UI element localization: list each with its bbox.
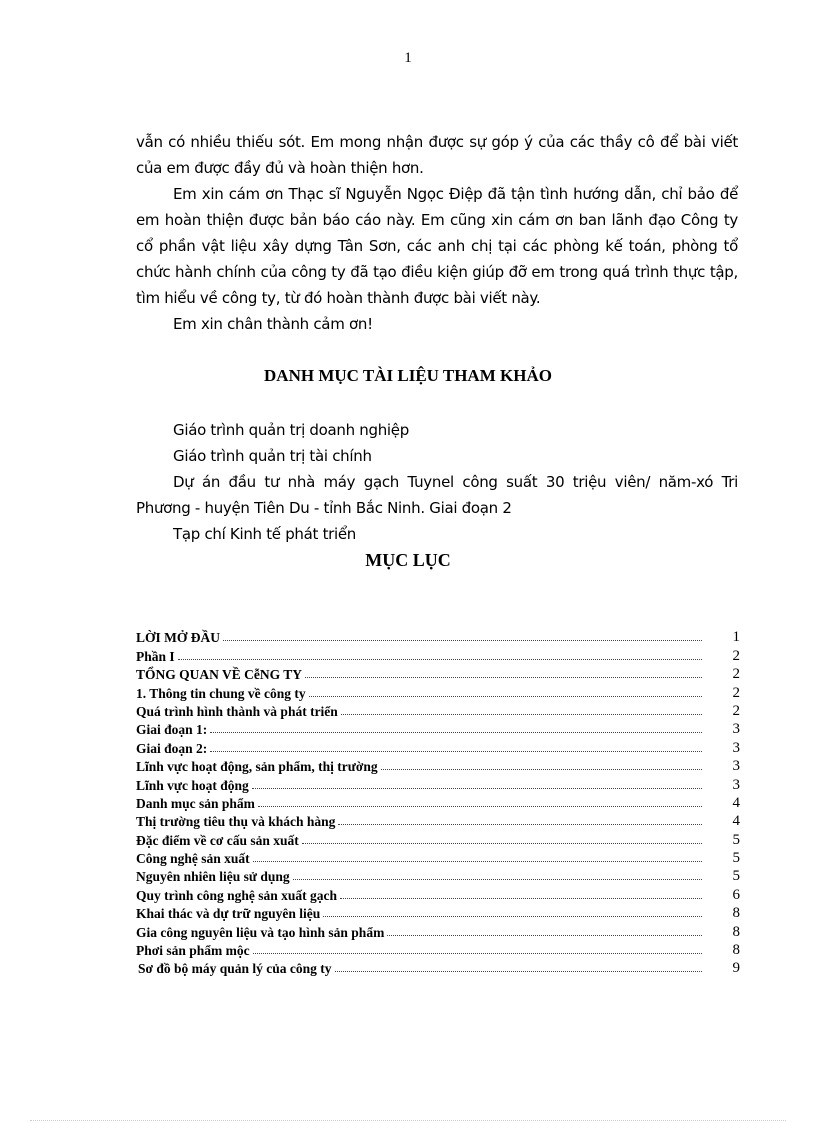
- toc-entry-title: Lĩnh vực hoạt động: [136, 777, 249, 793]
- toc-entry-page: 3: [732, 739, 740, 756]
- toc-entry-page: 5: [732, 868, 740, 885]
- toc-entry[interactable]: [136, 849, 740, 867]
- toc-entry[interactable]: [136, 922, 740, 940]
- toc-entry[interactable]: [136, 683, 740, 701]
- toc-entry[interactable]: [136, 646, 740, 664]
- toc-entry[interactable]: [136, 720, 740, 738]
- toc-entry-title: Phơi sản phẩm mộc: [136, 943, 250, 959]
- toc-entry-page: 2: [732, 702, 740, 719]
- paragraph: Em xin chân thành cảm ơn!: [173, 315, 373, 333]
- reference-item: Giáo trình quản trị doanh nghiệp: [173, 421, 409, 439]
- toc-leader-dots: [210, 751, 702, 752]
- toc-entry-page: 9: [732, 960, 740, 977]
- toc-leader-dots: [309, 696, 702, 697]
- toc-entry-page: 5: [732, 831, 740, 848]
- toc-entry-title: TỔNG QUAN VỀ CễNG TY: [136, 667, 303, 683]
- toc-entry[interactable]: [136, 738, 740, 756]
- toc-entry-page: 3: [732, 776, 740, 793]
- toc-leader-dots: [381, 769, 702, 770]
- acknowledgement-text: [136, 129, 738, 337]
- toc-entry[interactable]: [136, 885, 740, 903]
- toc-leader-dots: [178, 659, 702, 660]
- toc-entry-page: 5: [732, 850, 740, 867]
- toc-leader-dots: [293, 879, 702, 880]
- toc-entry-page: 3: [732, 758, 740, 775]
- toc-entry[interactable]: [136, 904, 740, 922]
- toc-leader-dots: [340, 898, 702, 899]
- toc-entry[interactable]: [136, 775, 740, 793]
- toc-leader-dots: [252, 788, 702, 789]
- toc-entry-title: Lĩnh vực hoạt động, sản phẩm, thị trường: [136, 759, 378, 775]
- toc-entry[interactable]: [136, 959, 740, 977]
- toc-entry[interactable]: [136, 867, 740, 885]
- references-heading: DANH MỤC TÀI LIỆU THAM KHẢO: [264, 366, 552, 385]
- toc-entry-title: Gia công nguyên liệu và tạo hình sản phẩm: [136, 924, 385, 940]
- toc-entry-title: 1. Thông tin chung về công ty: [136, 685, 306, 701]
- toc-heading: MỤC LỤC: [365, 550, 451, 570]
- toc-leader-dots: [223, 640, 702, 641]
- toc-leader-dots: [253, 861, 702, 862]
- toc-leader-dots: [323, 916, 702, 917]
- toc-entry[interactable]: [136, 628, 740, 646]
- toc-entry[interactable]: [136, 830, 740, 848]
- toc-entry-page: 3: [732, 721, 740, 738]
- reference-item: Tạp chí Kinh tế phát triển: [173, 525, 357, 543]
- reference-item: Dự án đầu tư nhà máy gạch Tuynel công suất 30 triệu viên/ năm-xó Tri Phương - huyện Tiên Du - tỉnh Bắc Ninh. Giai đoạn 2: [136, 473, 738, 517]
- toc-entry-title: Khai thác và dự trữ nguyên liệu: [136, 906, 321, 922]
- toc-entry-title: Thị trường tiêu thụ và khách hàng: [136, 814, 336, 830]
- toc-leader-dots: [387, 935, 702, 936]
- toc-entry-page: 6: [732, 886, 740, 903]
- toc-entry-page: 2: [732, 684, 740, 701]
- toc-leader-dots: [341, 714, 702, 715]
- toc-leader-dots: [258, 806, 702, 807]
- toc-leader-dots: [302, 843, 702, 844]
- toc-leader-dots: [338, 824, 702, 825]
- toc-entry-title: Phần I: [136, 648, 175, 664]
- toc-entry-title: Đặc điểm về cơ cấu sản xuất: [136, 832, 299, 848]
- toc-entry-title: LỜI MỞ ĐẦU: [136, 630, 220, 646]
- toc-entry-page: 4: [732, 794, 740, 811]
- page-number: 1: [404, 50, 412, 66]
- toc-entry[interactable]: [136, 665, 740, 683]
- toc-entry-page: 8: [732, 942, 740, 959]
- references-list: [136, 417, 738, 547]
- table-of-contents: [136, 628, 740, 977]
- toc-entry-title: Danh mục sản phẩm: [136, 795, 255, 811]
- toc-entry[interactable]: [136, 941, 740, 959]
- toc-entry-page: 2: [732, 647, 740, 664]
- toc-leader-dots: [210, 732, 702, 733]
- toc-entry[interactable]: [136, 757, 740, 775]
- toc-entry-page: 1: [732, 629, 740, 646]
- toc-leader-dots: [335, 971, 702, 972]
- toc-entry-title: Nguyên nhiên liệu sử dụng: [136, 869, 290, 885]
- toc-entry[interactable]: [136, 702, 740, 720]
- toc-leader-dots: [305, 677, 702, 678]
- paragraph: Em xin cám ơn Thạc sĩ Nguyễn Ngọc Điệp đã tận tình hướng dẫn, chỉ bảo để em hoàn thiện được bản báo cáo này. Em cũng xin cám ơn ban lãnh đạo Công ty cổ phần vật liệu xây dựng Tân Sơn, các anh chị tại các phòng kế toán, phòng tổ chức hành chính của công ty đã tạo điều kiện giúp đỡ em trong quá trình thực tập, tìm hiểu về công ty, từ đó hoàn thành được bài viết này.: [136, 185, 738, 307]
- toc-entry-page: 2: [732, 666, 740, 683]
- toc-entry-title: Công nghệ sản xuất: [136, 851, 250, 867]
- toc-entry-title: Sơ đồ bộ máy quản lý của công ty: [138, 961, 332, 977]
- toc-entry-title: Giai đoạn 1:: [136, 722, 208, 738]
- toc-entry[interactable]: [136, 812, 740, 830]
- toc-entry-title: Quy trình công nghệ sản xuất gạch: [136, 887, 338, 903]
- reference-item: Giáo trình quản trị tài chính: [173, 447, 372, 465]
- toc-entry[interactable]: [136, 794, 740, 812]
- toc-entry-title: Giai đoạn 2:: [136, 740, 208, 756]
- toc-entry-title: Quá trình hình thành và phát triển: [136, 703, 338, 719]
- page-bottom-divider: [30, 1120, 786, 1121]
- paragraph: vẫn có nhiều thiếu sót. Em mong nhận được sự góp ý của các thầy cô để bài viết của em được đầy đủ và hoàn thiện hơn.: [136, 133, 738, 177]
- toc-entry-page: 4: [732, 813, 740, 830]
- toc-entry-page: 8: [732, 923, 740, 940]
- toc-leader-dots: [253, 953, 702, 954]
- toc-entry-page: 8: [732, 905, 740, 922]
